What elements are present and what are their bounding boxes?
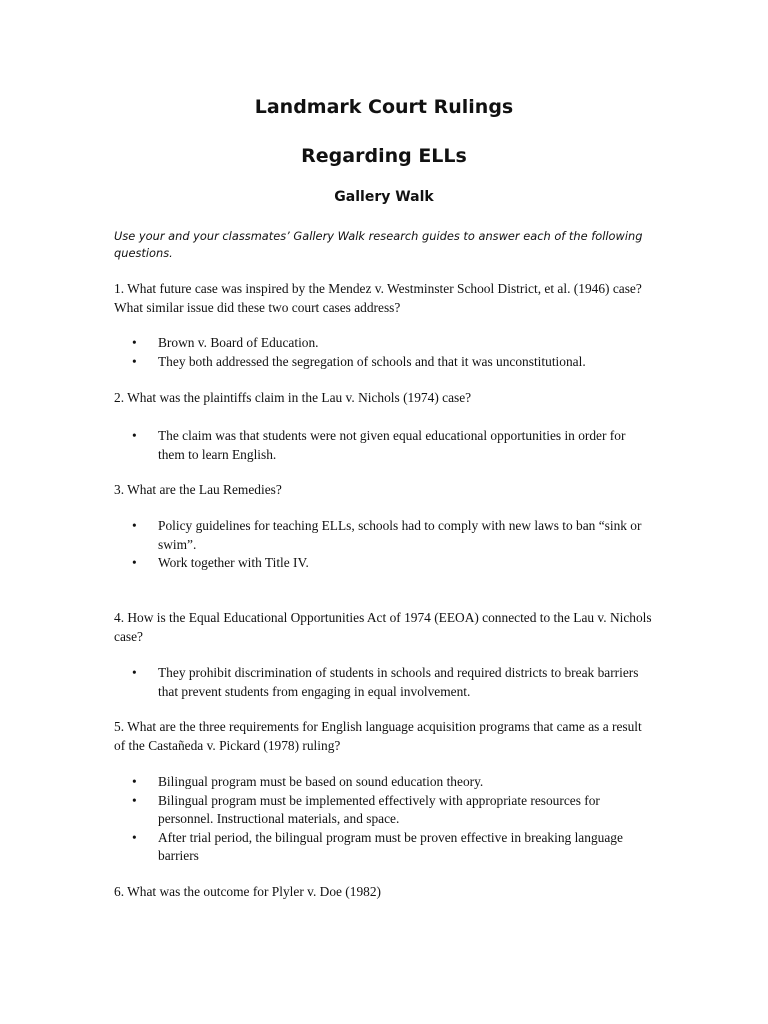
bullet-icon: •: [132, 518, 137, 533]
answer-text: Bilingual program must be implemented effectively with appropriate resources for personnel. Instructional materials, and space.: [158, 792, 600, 826]
bullet-icon: •: [132, 555, 137, 570]
instructions-text: Use your and your classmates’ Gallery Walk research guides to answer each of the following questions.: [114, 229, 643, 260]
answer-item: [130, 353, 650, 372]
bullet-icon: •: [132, 774, 137, 789]
bullet-icon: •: [132, 829, 137, 845]
answer-list-3: [130, 517, 650, 573]
answer-list-4: [130, 664, 650, 701]
answer-list-1: [130, 334, 650, 371]
answer-text: They both addressed the segregation of schools and that it was unconstitutional.: [158, 353, 586, 369]
question-6: 6. What was the outcome for Plyler v. Doe (1982): [114, 884, 382, 899]
answer-list-5: [130, 773, 650, 866]
answer-item: [130, 829, 650, 866]
bullet-icon: •: [132, 335, 137, 350]
answer-text: Policy guidelines for teaching ELLs, schools had to comply with new laws to ban “sink or swim”.: [158, 518, 642, 552]
answer-item: [130, 792, 650, 829]
answer-list-2: [130, 427, 650, 464]
answer-item: [130, 427, 650, 464]
answer-text: Brown v. Board of Education.: [158, 335, 319, 350]
answer-item: [130, 334, 650, 353]
document-title-line-2: Regarding ELLs: [301, 145, 467, 167]
bullet-icon: •: [132, 665, 137, 680]
answer-text: After trial period, the bilingual program must be proven effective in breaking language barriers: [158, 829, 623, 863]
answer-item: [130, 773, 650, 792]
bullet-icon: •: [132, 428, 137, 443]
question-4: 4. How is the Equal Educational Opportunities Act of 1974 (EEOA) connected to the Lau v. Nichols case?: [114, 610, 652, 644]
answer-text: They prohibit discrimination of students in schools and required districts to break barriers that prevent students from engaging in equal involvement.: [158, 665, 639, 699]
question-2: 2. What was the plaintiffs claim in the Lau v. Nichols (1974) case?: [114, 390, 472, 405]
answer-item: [130, 664, 650, 701]
answer-text: Bilingual program must be based on sound education theory.: [158, 774, 484, 789]
question-5: 5. What are the three requirements for English language acquisition programs that came as a result of the Castañeda v. Pickard (1978) ruling?: [114, 719, 642, 753]
document-title: Landmark Court Rulings: [254, 96, 514, 118]
answer-text: The claim was that students were not given equal educational opportunities in order for them to learn English.: [158, 428, 626, 462]
answer-item: [130, 517, 650, 554]
answer-text: Work together with Title IV.: [158, 555, 309, 570]
question-3: 3. What are the Lau Remedies?: [114, 482, 282, 497]
bullet-icon: •: [132, 792, 137, 808]
question-1: 1. What future case was inspired by the Mendez v. Westminster School District, et al. (1946) case? What similar issue did these two court cases address?: [114, 281, 642, 315]
document-subtitle: Gallery Walk: [334, 189, 434, 205]
answer-item: [130, 554, 650, 573]
bullet-icon: •: [132, 353, 137, 369]
